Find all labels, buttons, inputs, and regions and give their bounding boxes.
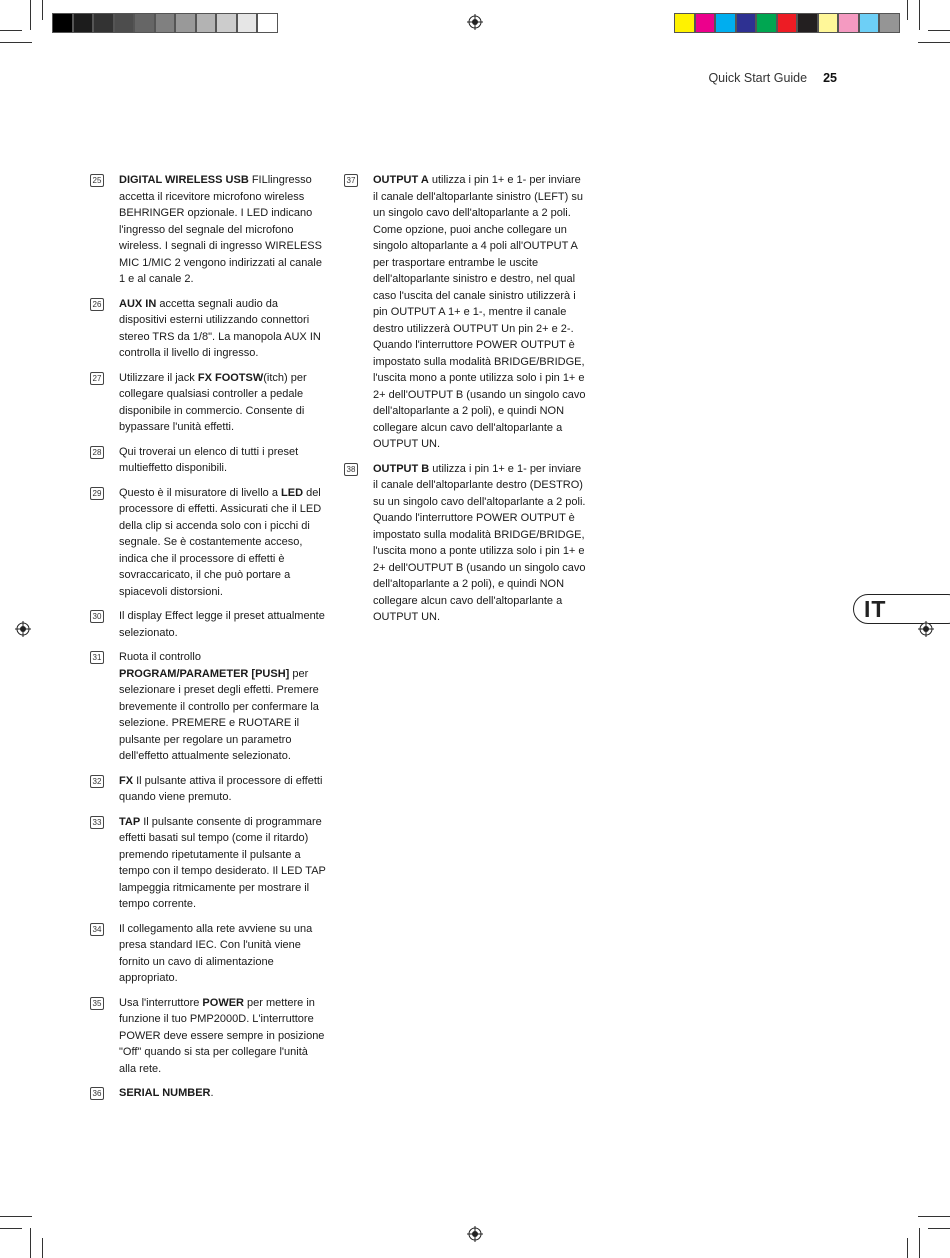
color-swatch [93, 13, 114, 33]
item-term: PROGRAM/PARAMETER [PUSH] [119, 667, 290, 680]
color-swatch [216, 13, 237, 33]
crop-mark [928, 1228, 950, 1229]
crop-mark [907, 1238, 908, 1258]
language-tab [853, 594, 950, 624]
crop-mark [919, 1228, 920, 1258]
color-swatch [134, 13, 155, 33]
item-text: Il pulsante attiva il processore di effetti quando viene premuto. [119, 774, 323, 803]
right-column [344, 172, 586, 634]
language-code: IT [864, 596, 887, 622]
color-swatch [695, 13, 716, 33]
item-text: accetta segnali audio da dispositivi esterni utilizzando connettori stereo TRS da 1/8". La manopola AUX IN controlla il livello di ingresso. [119, 297, 321, 359]
item-number: 38 [344, 463, 358, 476]
crop-mark [0, 1216, 32, 1217]
page-number: 25 [823, 71, 837, 85]
item-text: Il collegamento alla rete avviene su una presa standard IEC. Con l'unità viene fornito un cavo di alimentazione appropriato. [119, 922, 313, 984]
left-column [90, 172, 328, 1110]
grayscale-color-bar [52, 13, 278, 33]
page-header [708, 71, 837, 85]
color-swatch [838, 13, 859, 33]
registration-mark-icon [918, 621, 934, 637]
item-text: Qui troverai un elenco di tutti i preset multieffetto disponibili. [119, 445, 299, 474]
list-item [344, 461, 586, 626]
item-term: FX [119, 774, 134, 787]
item-text: utilizza i pin 1+ e 1- per inviare il canale dell'altoparlante sinistro (LEFT) su un singolo cavo dell'altoparlante a 2 poli. Come opzione, puoi anche collegare un singolo altoparlante a 4 poli all'OUTPUT A per trasportare entrambe le uscite dell'altoparlante sinistro e destro, nel qual caso l'uscita del canale sinistro utilizzerà i pin OUTPUT A 1+ e 1-, mentre il canale destro utilizzerà OUTPUT Un pin 2+ e 2-. Quando l'interruttore POWER OUTPUT è impostato sulla modalità BRIDGE/BRIDGE, l'uscita mono a ponte utilizza solo i pin 1+ e 2+ dell'OUTPUT B (usando un singolo cavo dell'altoparlante a 2 poli), e quindi NON collegare alcun cavo dell'altoparlante a OUTPUT UN. [373, 174, 586, 450]
crop-mark [0, 30, 22, 31]
item-text: Il display Effect legge il preset attualmente selezionato. [119, 610, 325, 639]
color-swatch [756, 13, 777, 33]
crop-mark [42, 1238, 43, 1258]
item-number: 25 [90, 174, 104, 187]
color-swatch [237, 13, 258, 33]
crop-mark [0, 42, 32, 43]
crop-mark [918, 42, 950, 43]
list-item [90, 296, 328, 362]
list-item [90, 172, 328, 288]
item-number: 29 [90, 487, 104, 500]
registration-mark-icon [467, 1226, 483, 1242]
item-number: 34 [90, 923, 104, 936]
color-swatch [736, 13, 757, 33]
item-text: Questo è il misuratore di livello a [119, 486, 282, 499]
item-term: POWER [202, 996, 244, 1009]
item-number: 37 [344, 174, 358, 187]
item-text: Usa l'interruttore [119, 996, 203, 1009]
item-text: per mettere in funzione il tuo PMP2000D. L'interruttore POWER deve essere sempre in posizione "Off" quando si sta per collegare l'unità alla rete. [119, 996, 325, 1075]
color-swatch [859, 13, 880, 33]
item-number: 33 [90, 816, 104, 829]
crop-mark [907, 0, 908, 20]
list-item [344, 172, 586, 453]
guide-title: Quick Start Guide [708, 71, 808, 85]
item-text: Utilizzare il jack [119, 371, 198, 384]
registration-mark-icon [15, 621, 31, 637]
item-number: 30 [90, 610, 104, 623]
item-text: utilizza i pin 1+ e 1- per inviare il canale dell'altoparlante destro (DESTRO) su un singolo cavo dell'altoparlante a 2 poli. Quando l'interruttore POWER OUTPUT è impostato sulla modalità BRIDGE/BRIDGE, l'uscita mono a ponte utilizza solo i pin 1+ e 2+ dell'OUTPUT B (usando un singolo cavo dell'altoparlante a 2 poli), e quindi NON collegare alcun cavo dell'altoparlante a OUTPUT UN. [373, 462, 586, 623]
item-text: Ruota il controllo [119, 651, 201, 663]
color-swatch [879, 13, 900, 33]
list-item [90, 995, 328, 1078]
item-number: 27 [90, 372, 104, 385]
list-item [90, 370, 328, 436]
item-number: 32 [90, 775, 104, 788]
list-item [90, 921, 328, 987]
item-term: AUX IN [119, 297, 157, 310]
item-text: . [210, 1087, 214, 1099]
list-item [90, 773, 328, 806]
crop-mark [918, 1216, 950, 1217]
item-term: OUTPUT A [373, 174, 429, 186]
item-number: 26 [90, 298, 104, 311]
item-number: 28 [90, 446, 104, 459]
color-swatch [175, 13, 196, 33]
color-swatch [674, 13, 695, 33]
color-swatch [777, 13, 798, 33]
color-swatch [797, 13, 818, 33]
registration-mark-icon [467, 14, 483, 30]
list-item [90, 1085, 328, 1102]
item-term: TAP [119, 815, 141, 828]
item-term: SERIAL NUMBER [119, 1087, 211, 1099]
color-swatch [818, 13, 839, 33]
item-term: LED [281, 486, 304, 499]
item-number: 31 [90, 651, 104, 664]
crop-mark [30, 1228, 31, 1258]
item-text: (itch) per collegare qualsiasi controller a pedale disponibile in commercio. Consente di bypassare l'unità effetti. [119, 371, 307, 433]
color-swatch [715, 13, 736, 33]
crop-mark [42, 0, 43, 20]
item-text: del processore di effetti. Assicurati che il LED della clip si accenda solo con i picchi di segnale. Se è costantemente acceso, indica che il processore di effetti è sovraccaricato, il che può portare a spiacevoli distorsioni. [119, 486, 322, 598]
crop-mark [0, 1228, 22, 1229]
color-swatch [52, 13, 73, 33]
item-text: Il pulsante consente di programmare effetti basati sul tempo (come il ritardo) premendo ripetutamente il pulsante a tempo con il tempo desiderato. Il LED TAP lampeggia ritmicamente per mostrare il tempo corrente. [119, 815, 326, 910]
item-text: per selezionare i preset degli effetti. Premere brevemente il controllo per confermare la selezione. PREMERE e RUOTARE il pulsante per regolare un parametro dell'effetto attualmente selezionato. [119, 667, 319, 762]
crop-mark [928, 30, 950, 31]
process-color-bar [674, 13, 900, 33]
crop-mark [919, 0, 920, 30]
list-item [90, 608, 328, 641]
color-swatch [155, 13, 176, 33]
item-number: 35 [90, 997, 104, 1010]
list-item [90, 649, 328, 765]
crop-mark [30, 0, 31, 30]
item-term: FX FOOTSW [197, 371, 264, 384]
color-swatch [73, 13, 94, 33]
color-swatch [257, 13, 278, 33]
list-item [90, 814, 328, 913]
item-term: DIGITAL WIRELESS USB [119, 174, 249, 186]
list-item [90, 485, 328, 601]
color-swatch [196, 13, 217, 33]
item-term: OUTPUT B [373, 462, 430, 475]
item-text: FILlingresso accetta il ricevitore microfono wireless BEHRINGER opzionale. I LED indicano l'ingresso del segnale del microfono wireless. I segnali di ingresso WIRELESS MIC 1/MIC 2 vengono indirizzati al canale 1 e al canale 2. [119, 174, 322, 285]
list-item [90, 444, 328, 477]
color-swatch [114, 13, 135, 33]
item-number: 36 [90, 1087, 104, 1100]
